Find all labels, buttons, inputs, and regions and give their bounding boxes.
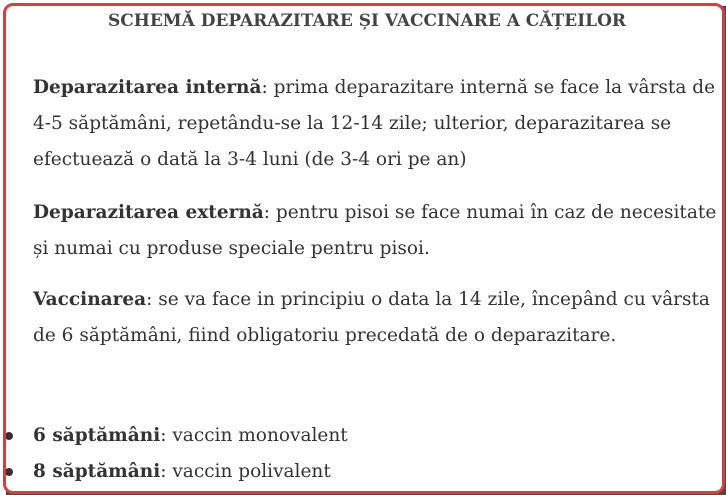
frame-shadow-bottom [6, 491, 726, 495]
internal-deworming-paragraph [33, 70, 726, 178]
page-title: SCHEMĂ DEPARAZITARE ȘI VACCINARE A CĂȚEILOR [107, 11, 627, 31]
paragraph-text: : pentru pisoi se face numai în caz de necesitate [263, 202, 717, 223]
bullet-icon [5, 432, 13, 440]
bullet-icon [5, 468, 13, 476]
paragraph-line [33, 195, 726, 231]
schedule-age: 8 săptămâni [33, 461, 161, 482]
paragraph-line: efectuează o dată la 3-4 luni (de 3-4 ori pe an) [33, 149, 467, 170]
internal-deworming-label: Deparazitarea internă [33, 77, 262, 98]
list-item [0, 454, 348, 490]
vaccination-schedule-list [0, 418, 348, 490]
vaccination-label: Vaccinarea [33, 289, 147, 310]
paragraph-line [33, 282, 726, 318]
schedule-vaccine: : vaccin polivalent [160, 461, 331, 482]
paragraph-text: : se va face in principiu o data la 14 zile, începând cu vârsta [146, 289, 710, 310]
frame-shadow-right [722, 6, 726, 495]
paragraph-line: 4-5 săptămâni, repetându-se la 12-14 zile; ulterior, deparazitarea se [33, 113, 672, 134]
paragraph-line: de 6 săptămâni, fiind obligatoriu precedată de o deparazitare. [33, 325, 617, 346]
external-deworming-label: Deparazitarea externă [33, 202, 264, 223]
list-item [0, 418, 348, 454]
vaccination-paragraph [33, 282, 726, 354]
paragraph-line: și numai cu produse speciale pentru pisoi. [33, 238, 430, 259]
schedule-vaccine: : vaccin monovalent [160, 425, 348, 446]
external-deworming-paragraph [33, 195, 726, 267]
schedule-age: 6 săptămâni [33, 425, 161, 446]
paragraph-text: : prima deparazitare internă se face la vârsta de [261, 77, 716, 98]
paragraph-line [33, 70, 726, 106]
